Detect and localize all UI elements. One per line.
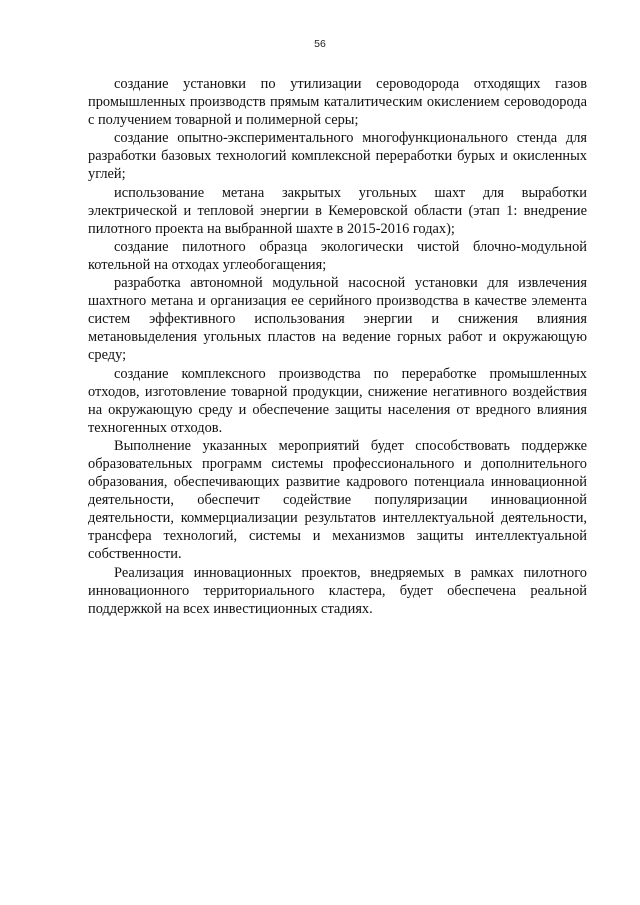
- list-item-waste-processing: создание комплексного производства по переработке промышленных отходов, изготовление товарной продукции, снижение негативного воздействия на окружающую среду и обеспечение защиты населения от вредного влияния техногенных отходов.: [88, 365, 587, 436]
- paragraph-project-support: Реализация инновационных проектов, внедряемых в рамках пилотного инновационного территориального кластера, будет обеспечена реальной поддержкой на всех инвестиционных стадиях.: [88, 564, 587, 617]
- document-body: [88, 75, 587, 618]
- paragraph-measures-outcome: Выполнение указанных мероприятий будет способствовать поддержке образовательных программ системы профессионального и дополнительного образования, обеспечивающих развитие кадрового потенциала инновационной деятельности, обеспечит содействие популяризации инновационной деятельности, коммерциализации результатов интеллектуальной деятельности, трансфера технологий, системы и механизмов защиты интеллектуальной собственности.: [88, 437, 587, 563]
- page-number: 56: [314, 38, 326, 50]
- list-item-mine-methane-energy: использование метана закрытых угольных шахт для выработки электрической и тепловой энергии в Кемеровской области (этап 1: внедрение пилотного проекта на выбранной шахте в 2015-2016 годах);: [88, 184, 587, 237]
- list-item-methane-pump-unit: разработка автономной модульной насосной установки для извлечения шахтного метана и организация ее серийного производства в качестве элемента систем эффективного использования энергии и снижения влияния метановыделения угольных пластов на ведение горных работ и окружающую среду;: [88, 275, 587, 364]
- list-item-coal-processing-stand: создание опытно-экспериментального многофункционального стенда для разработки базовых технологий комплексной переработки бурых и окисленных углей;: [88, 130, 587, 183]
- list-item-hydrogen-sulfide-utilization: создание установки по утилизации сероводорода отходящих газов промышленных производств прямым каталитическим окислением сероводорода с получением товарной и полимерной серы;: [88, 76, 587, 129]
- list-item-pilot-boiler: создание пилотного образца экологически чистой блочно-модульной котельной на отходах углеобогащения;: [88, 238, 587, 273]
